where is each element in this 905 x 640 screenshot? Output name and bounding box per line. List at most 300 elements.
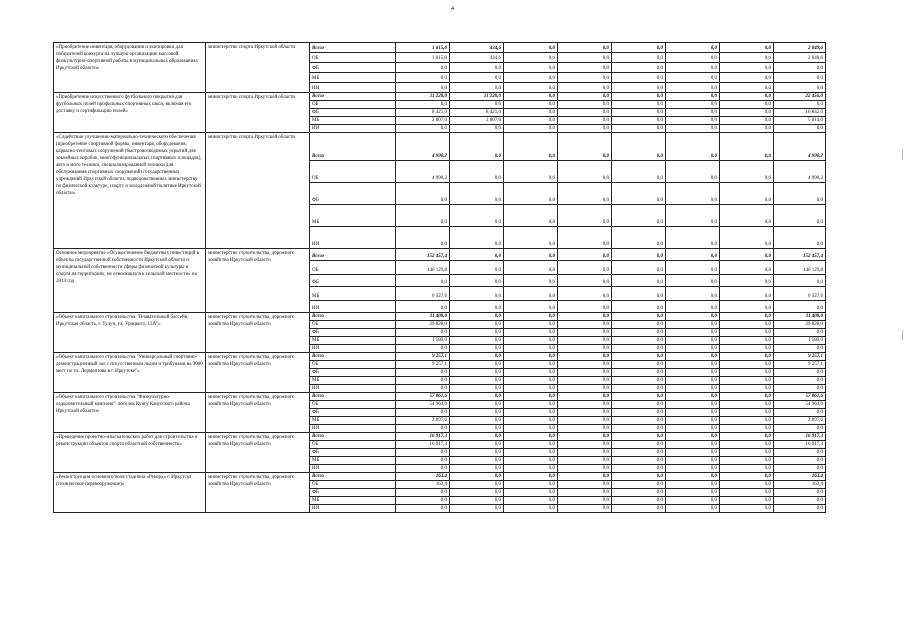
value-cell: 0,0 <box>450 401 504 409</box>
funding-source-label: ФБ <box>310 369 396 377</box>
value-cell: 0,0 <box>720 401 774 409</box>
funding-source-label: ИИ <box>310 505 396 513</box>
value-cell: 0,0 <box>720 489 774 497</box>
value-cell: 0,0 <box>558 301 612 313</box>
value-cell: 0,0 <box>558 417 612 425</box>
value-cell: 0,0 <box>666 133 720 161</box>
value-cell: 0,0 <box>720 505 774 513</box>
value-cell: 0,0 <box>612 83 666 93</box>
value-cell: 0,0 <box>504 409 558 417</box>
value-cell: 0,0 <box>666 227 720 249</box>
value-cell: 0,0 <box>558 425 612 433</box>
value-cell: 0,0 <box>666 321 720 329</box>
value-cell: 0,0 <box>558 433 612 441</box>
value-cell: 11 228,0 <box>450 93 504 101</box>
value-cell: 0,0 <box>666 43 720 53</box>
funding-source-label: Всего <box>310 313 396 321</box>
value-cell: 0,0 <box>666 287 720 301</box>
value-cell: 0,0 <box>720 481 774 489</box>
value-cell: 1 615,0 <box>396 43 450 53</box>
value-cell: 2 807,0 <box>450 117 504 125</box>
value-cell: 0,0 <box>504 117 558 125</box>
total-value-cell: 9 257,1 <box>774 361 826 369</box>
value-cell: 0,0 <box>450 161 504 183</box>
value-cell: 0,0 <box>612 205 666 227</box>
value-cell: 11 228,0 <box>396 93 450 101</box>
table-row <box>54 353 826 361</box>
value-cell: 0,0 <box>450 369 504 377</box>
funding-source-label: ФБ <box>310 409 396 417</box>
value-cell: 2 807,0 <box>396 117 450 125</box>
total-value-cell: 31 408,0 <box>774 313 826 321</box>
value-cell: 0,0 <box>666 261 720 275</box>
value-cell: 0,0 <box>396 83 450 93</box>
funding-source-label: Всего <box>310 473 396 481</box>
value-cell: 0,0 <box>720 117 774 125</box>
value-cell: 9 257,1 <box>396 353 450 361</box>
value-cell: 0,0 <box>558 345 612 353</box>
value-cell: 0,0 <box>720 125 774 133</box>
value-cell: 0,0 <box>558 83 612 93</box>
value-cell: 0,0 <box>558 261 612 275</box>
value-cell: 0,0 <box>450 321 504 329</box>
value-cell: 0,0 <box>504 261 558 275</box>
value-cell: 0,0 <box>612 409 666 417</box>
total-value-cell: 4 990,2 <box>774 133 826 161</box>
value-cell: 0,0 <box>666 481 720 489</box>
scan-edge-mark <box>902 150 903 160</box>
table-row <box>54 93 826 101</box>
value-cell: 0,0 <box>450 133 504 161</box>
funding-source-label: ОБ <box>310 361 396 369</box>
funding-source-label: МБ <box>310 377 396 385</box>
total-value-cell: 0,0 <box>774 449 826 457</box>
value-cell: 0,0 <box>504 449 558 457</box>
table-row <box>54 133 826 161</box>
value-cell: 0,0 <box>396 425 450 433</box>
total-value-cell: 22 456,0 <box>774 93 826 101</box>
value-cell: 0,0 <box>450 361 504 369</box>
value-cell: 0,0 <box>720 249 774 261</box>
value-cell: 0,0 <box>558 353 612 361</box>
value-cell: 0,0 <box>666 101 720 109</box>
total-value-cell: 5 614,0 <box>774 117 826 125</box>
value-cell: 0,0 <box>666 301 720 313</box>
activity-description: «Объект капитального строительства "Плавательный бассейн, Иркутская область, г. Тулун, ул. Урицкого, 13А"» <box>54 313 206 353</box>
value-cell: 0,0 <box>396 409 450 417</box>
total-value-cell: 0,0 <box>774 505 826 513</box>
value-cell: 0,0 <box>450 353 504 361</box>
value-cell: 0,0 <box>558 249 612 261</box>
funding-source-label: ИИ <box>310 227 396 249</box>
total-value-cell: 0,0 <box>774 73 826 83</box>
funding-source-label: ИИ <box>310 425 396 433</box>
value-cell: 1 580,0 <box>396 337 450 345</box>
value-cell: 0,0 <box>396 301 450 313</box>
funding-source-label: Всего <box>310 393 396 401</box>
value-cell: 0,0 <box>450 417 504 425</box>
value-cell: 0,0 <box>396 205 450 227</box>
activity-description: «Объект капитального строительства "Физкультурно-оздоровительный комплекс" поселок Кунгу Качугского района Иркутской области» <box>54 393 206 433</box>
value-cell: 0,0 <box>612 385 666 393</box>
total-value-cell: 0,0 <box>774 301 826 313</box>
value-cell: 0,0 <box>612 63 666 73</box>
value-cell: 0,0 <box>612 287 666 301</box>
value-cell: 0,0 <box>504 489 558 497</box>
value-cell: 0,0 <box>720 53 774 63</box>
value-cell: 16 917,3 <box>396 433 450 441</box>
value-cell: 434,6 <box>450 53 504 63</box>
value-cell: 0,0 <box>396 73 450 83</box>
value-cell: 0,0 <box>720 385 774 393</box>
value-cell: 0,0 <box>558 401 612 409</box>
executor-cell: министерство спорта Иркутской области <box>206 133 310 249</box>
value-cell: 0,0 <box>666 329 720 337</box>
total-value-cell: 2 049,6 <box>774 43 826 53</box>
value-cell: 0,0 <box>450 63 504 73</box>
value-cell: 0,0 <box>558 377 612 385</box>
value-cell: 0,0 <box>720 409 774 417</box>
table-row <box>54 249 826 261</box>
value-cell: 0,0 <box>450 473 504 481</box>
value-cell: 0,0 <box>396 369 450 377</box>
activity-description: «Приобретение инвентаря, оборудования и экипировки для победителей конкурса на лучшую организацию массовой физкультурно-спортивной работы в муниципальных образованиях Иркутской области» <box>54 43 206 93</box>
value-cell: 0,0 <box>450 125 504 133</box>
value-cell: 0,0 <box>558 43 612 53</box>
value-cell: 0,0 <box>666 425 720 433</box>
value-cell: 0,0 <box>450 205 504 227</box>
funding-source-label: ОБ <box>310 401 396 409</box>
executor-cell: министерство спорта Иркутской области <box>206 43 310 93</box>
total-value-cell: 0,0 <box>774 385 826 393</box>
value-cell: 0,0 <box>666 385 720 393</box>
total-value-cell: 152 457,4 <box>774 249 826 261</box>
value-cell: 0,0 <box>666 361 720 369</box>
value-cell: 0,0 <box>612 465 666 473</box>
value-cell: 0,0 <box>612 457 666 465</box>
total-value-cell: 1 580,0 <box>774 337 826 345</box>
value-cell: 0,0 <box>396 449 450 457</box>
value-cell: 0,0 <box>504 465 558 473</box>
value-cell: 0,0 <box>666 183 720 205</box>
value-cell: 0,0 <box>558 457 612 465</box>
funding-source-label: ОБ <box>310 321 396 329</box>
value-cell: 0,0 <box>450 227 504 249</box>
value-cell: 0,0 <box>666 125 720 133</box>
value-cell: 0,0 <box>396 101 450 109</box>
value-cell: 0,0 <box>612 393 666 401</box>
value-cell: 0,0 <box>504 353 558 361</box>
value-cell: 0,0 <box>720 109 774 117</box>
funding-source-label: ИИ <box>310 125 396 133</box>
value-cell: 0,0 <box>450 287 504 301</box>
total-value-cell: 0,0 <box>774 125 826 133</box>
total-value-cell: 0,0 <box>774 329 826 337</box>
funding-source-label: ФБ <box>310 63 396 73</box>
value-cell: 0,0 <box>504 63 558 73</box>
executor-cell: министерство спорта Иркутской области <box>206 93 310 133</box>
value-cell: 0,0 <box>558 53 612 63</box>
value-cell: 0,0 <box>720 393 774 401</box>
total-value-cell: 2 897,6 <box>774 417 826 425</box>
total-value-cell: 0,0 <box>774 409 826 417</box>
funding-source-label: Всего <box>310 353 396 361</box>
value-cell: 0,0 <box>612 275 666 287</box>
value-cell: 0,0 <box>666 249 720 261</box>
value-cell: 0,0 <box>612 353 666 361</box>
value-cell: 0,0 <box>450 377 504 385</box>
value-cell: 0,0 <box>666 161 720 183</box>
value-cell: 0,0 <box>612 321 666 329</box>
value-cell: 0,0 <box>396 275 450 287</box>
value-cell: 0,0 <box>396 457 450 465</box>
value-cell: 2 897,6 <box>396 417 450 425</box>
value-cell: 0,0 <box>666 377 720 385</box>
table-row <box>54 43 826 53</box>
value-cell: 0,0 <box>396 505 450 513</box>
total-value-cell: 29 828,0 <box>774 321 826 329</box>
value-cell: 0,0 <box>558 321 612 329</box>
total-value-cell: 4 990,2 <box>774 161 826 183</box>
value-cell: 0,0 <box>720 93 774 101</box>
value-cell: 0,0 <box>612 261 666 275</box>
value-cell: 0,0 <box>450 73 504 83</box>
funding-source-label: ИИ <box>310 465 396 473</box>
value-cell: 0,0 <box>396 183 450 205</box>
funding-source-label: МБ <box>310 205 396 227</box>
value-cell: 0,0 <box>666 73 720 83</box>
value-cell: 0,0 <box>612 53 666 63</box>
funding-source-label: ФБ <box>310 329 396 337</box>
value-cell: 0,0 <box>612 329 666 337</box>
value-cell: 0,0 <box>612 433 666 441</box>
value-cell: 1 615,0 <box>396 53 450 63</box>
value-cell: 0,0 <box>666 345 720 353</box>
value-cell: 0,0 <box>504 249 558 261</box>
value-cell: 0,0 <box>558 101 612 109</box>
value-cell: 0,0 <box>504 321 558 329</box>
value-cell: 0,0 <box>558 473 612 481</box>
value-cell: 0,0 <box>612 101 666 109</box>
value-cell: 0,0 <box>396 125 450 133</box>
value-cell: 0,0 <box>396 465 450 473</box>
value-cell: 0,0 <box>504 473 558 481</box>
value-cell: 0,0 <box>666 93 720 101</box>
value-cell: 0,0 <box>612 473 666 481</box>
value-cell: 0,0 <box>450 449 504 457</box>
value-cell: 0,0 <box>612 489 666 497</box>
value-cell: 0,0 <box>666 117 720 125</box>
funding-source-label: ИИ <box>310 83 396 93</box>
value-cell: 0,0 <box>612 227 666 249</box>
value-cell: 0,0 <box>720 101 774 109</box>
value-cell: 0,0 <box>504 275 558 287</box>
value-cell: 0,0 <box>612 401 666 409</box>
value-cell: 0,0 <box>558 109 612 117</box>
value-cell: 0,0 <box>666 275 720 287</box>
value-cell: 0,0 <box>504 481 558 489</box>
value-cell: 0,0 <box>504 109 558 117</box>
value-cell: 0,0 <box>612 417 666 425</box>
value-cell: 0,0 <box>612 109 666 117</box>
value-cell: 0,0 <box>558 313 612 321</box>
value-cell: 0,0 <box>666 449 720 457</box>
value-cell: 0,0 <box>558 133 612 161</box>
value-cell: 0,0 <box>450 481 504 489</box>
value-cell: 0,0 <box>558 73 612 83</box>
value-cell: 0,0 <box>504 161 558 183</box>
value-cell: 0,0 <box>666 473 720 481</box>
funding-source-label: Всего <box>310 249 396 261</box>
value-cell: 0,0 <box>504 385 558 393</box>
value-cell: 0,0 <box>504 183 558 205</box>
value-cell: 0,0 <box>612 183 666 205</box>
value-cell: 0,0 <box>558 63 612 73</box>
total-value-cell: 54 964,0 <box>774 401 826 409</box>
value-cell: 0,0 <box>450 337 504 345</box>
funding-source-label: ОБ <box>310 441 396 449</box>
funding-source-label: ИИ <box>310 345 396 353</box>
value-cell: 0,0 <box>558 275 612 287</box>
value-cell: 0,0 <box>720 417 774 425</box>
value-cell: 0,0 <box>558 505 612 513</box>
value-cell: 0,0 <box>666 109 720 117</box>
value-cell: 0,0 <box>666 433 720 441</box>
value-cell: 0,0 <box>720 369 774 377</box>
value-cell: 0,0 <box>450 275 504 287</box>
value-cell: 4 990,2 <box>396 133 450 161</box>
total-value-cell: 163,4 <box>774 481 826 489</box>
value-cell: 0,0 <box>720 433 774 441</box>
value-cell: 0,0 <box>720 261 774 275</box>
value-cell: 4 990,2 <box>396 161 450 183</box>
table-row <box>54 393 826 401</box>
value-cell: 0,0 <box>396 489 450 497</box>
value-cell: 0,0 <box>504 345 558 353</box>
value-cell: 0,0 <box>558 361 612 369</box>
value-cell: 0,0 <box>558 393 612 401</box>
executor-cell: министерство строительства, дорожного хозяйства Иркутской области <box>206 353 310 393</box>
funding-source-label: Всего <box>310 433 396 441</box>
value-cell: 0,0 <box>504 53 558 63</box>
value-cell: 0,0 <box>450 393 504 401</box>
value-cell: 0,0 <box>504 441 558 449</box>
value-cell: 0,0 <box>558 481 612 489</box>
executor-cell: министерство строительства, дорожного хозяйства Иркутской области <box>206 473 310 513</box>
value-cell: 0,0 <box>450 433 504 441</box>
funding-source-label: ИИ <box>310 301 396 313</box>
total-value-cell: 0,0 <box>774 63 826 73</box>
value-cell: 0,0 <box>558 93 612 101</box>
activity-description: «Содействие улучшению материально-технического обеспечения (приобретение спортивной формы, инвентаря, оборудования, карвасно-тентовых сооружений (быстровозводимых укрытий для хоккейных коробок, многофункциональных спортивных площадок), авто и мото техники, специализированной техники для обслуживания спортивных сооружений) государственных учреждений Иркутской области, подведомственных министерству по физической культуре, спорту и молодежной политике Иркутской области» <box>54 133 206 249</box>
funding-source-label: МБ <box>310 337 396 345</box>
funding-source-label: МБ <box>310 287 396 301</box>
funding-source-label: ИИ <box>310 385 396 393</box>
value-cell: 6 327,6 <box>396 287 450 301</box>
value-cell: 0,0 <box>450 505 504 513</box>
value-cell: 0,0 <box>720 353 774 361</box>
scan-edge-mark <box>902 330 903 340</box>
table-row <box>54 313 826 321</box>
funding-source-label: Всего <box>310 133 396 161</box>
value-cell: 0,0 <box>612 313 666 321</box>
total-value-cell: 0,0 <box>774 101 826 109</box>
total-value-cell: 6 327,6 <box>774 287 826 301</box>
total-value-cell: 0,0 <box>774 205 826 227</box>
value-cell: 0,0 <box>612 133 666 161</box>
value-cell: 0,0 <box>666 369 720 377</box>
funding-source-label: ФБ <box>310 183 396 205</box>
value-cell: 0,0 <box>504 329 558 337</box>
value-cell: 16 917,3 <box>396 441 450 449</box>
value-cell: 0,0 <box>612 449 666 457</box>
value-cell: 0,0 <box>666 401 720 409</box>
value-cell: 0,0 <box>720 227 774 249</box>
value-cell: 0,0 <box>504 43 558 53</box>
funding-source-label: ФБ <box>310 275 396 287</box>
funding-source-label: Всего <box>310 43 396 53</box>
funding-source-label: ОБ <box>310 161 396 183</box>
value-cell: 0,0 <box>612 425 666 433</box>
value-cell: 0,0 <box>558 497 612 505</box>
activity-description: «Реконструкция основного поля стадиона «Рекорд» г. Иркутска (техническое перевооружение)» <box>54 473 206 513</box>
value-cell: 0,0 <box>612 125 666 133</box>
value-cell: 0,0 <box>666 337 720 345</box>
value-cell: 0,0 <box>720 287 774 301</box>
value-cell: 0,0 <box>504 401 558 409</box>
value-cell: 0,0 <box>666 417 720 425</box>
value-cell: 0,0 <box>612 337 666 345</box>
value-cell: 0,0 <box>450 425 504 433</box>
total-value-cell: 16 917,3 <box>774 433 826 441</box>
value-cell: 0,0 <box>450 329 504 337</box>
value-cell: 0,0 <box>396 329 450 337</box>
value-cell: 0,0 <box>558 465 612 473</box>
value-cell: 152 457,4 <box>396 249 450 261</box>
value-cell: 0,0 <box>666 393 720 401</box>
value-cell: 0,0 <box>720 205 774 227</box>
total-value-cell: 0,0 <box>774 227 826 249</box>
value-cell: 0,0 <box>450 457 504 465</box>
value-cell: 434,6 <box>450 43 504 53</box>
value-cell: 0,0 <box>504 393 558 401</box>
value-cell: 0,0 <box>558 227 612 249</box>
value-cell: 0,0 <box>558 369 612 377</box>
value-cell: 0,0 <box>450 497 504 505</box>
value-cell: 0,0 <box>504 301 558 313</box>
value-cell: 0,0 <box>666 465 720 473</box>
value-cell: 0,0 <box>720 321 774 329</box>
value-cell: 0,0 <box>504 227 558 249</box>
value-cell: 0,0 <box>720 275 774 287</box>
value-cell: 0,0 <box>612 43 666 53</box>
total-value-cell: 16 917,3 <box>774 441 826 449</box>
funding-source-label: МБ <box>310 497 396 505</box>
value-cell: 0,0 <box>720 337 774 345</box>
value-cell: 0,0 <box>558 385 612 393</box>
funding-source-label: ФБ <box>310 449 396 457</box>
value-cell: 0,0 <box>612 117 666 125</box>
value-cell: 0,0 <box>396 385 450 393</box>
value-cell: 31 408,0 <box>396 313 450 321</box>
total-value-cell: 0,0 <box>774 465 826 473</box>
value-cell: 0,0 <box>504 337 558 345</box>
value-cell: 0,0 <box>720 441 774 449</box>
value-cell: 0,0 <box>720 425 774 433</box>
total-value-cell: 0,0 <box>774 377 826 385</box>
value-cell: 0,0 <box>666 441 720 449</box>
total-value-cell: 2 049,6 <box>774 53 826 63</box>
